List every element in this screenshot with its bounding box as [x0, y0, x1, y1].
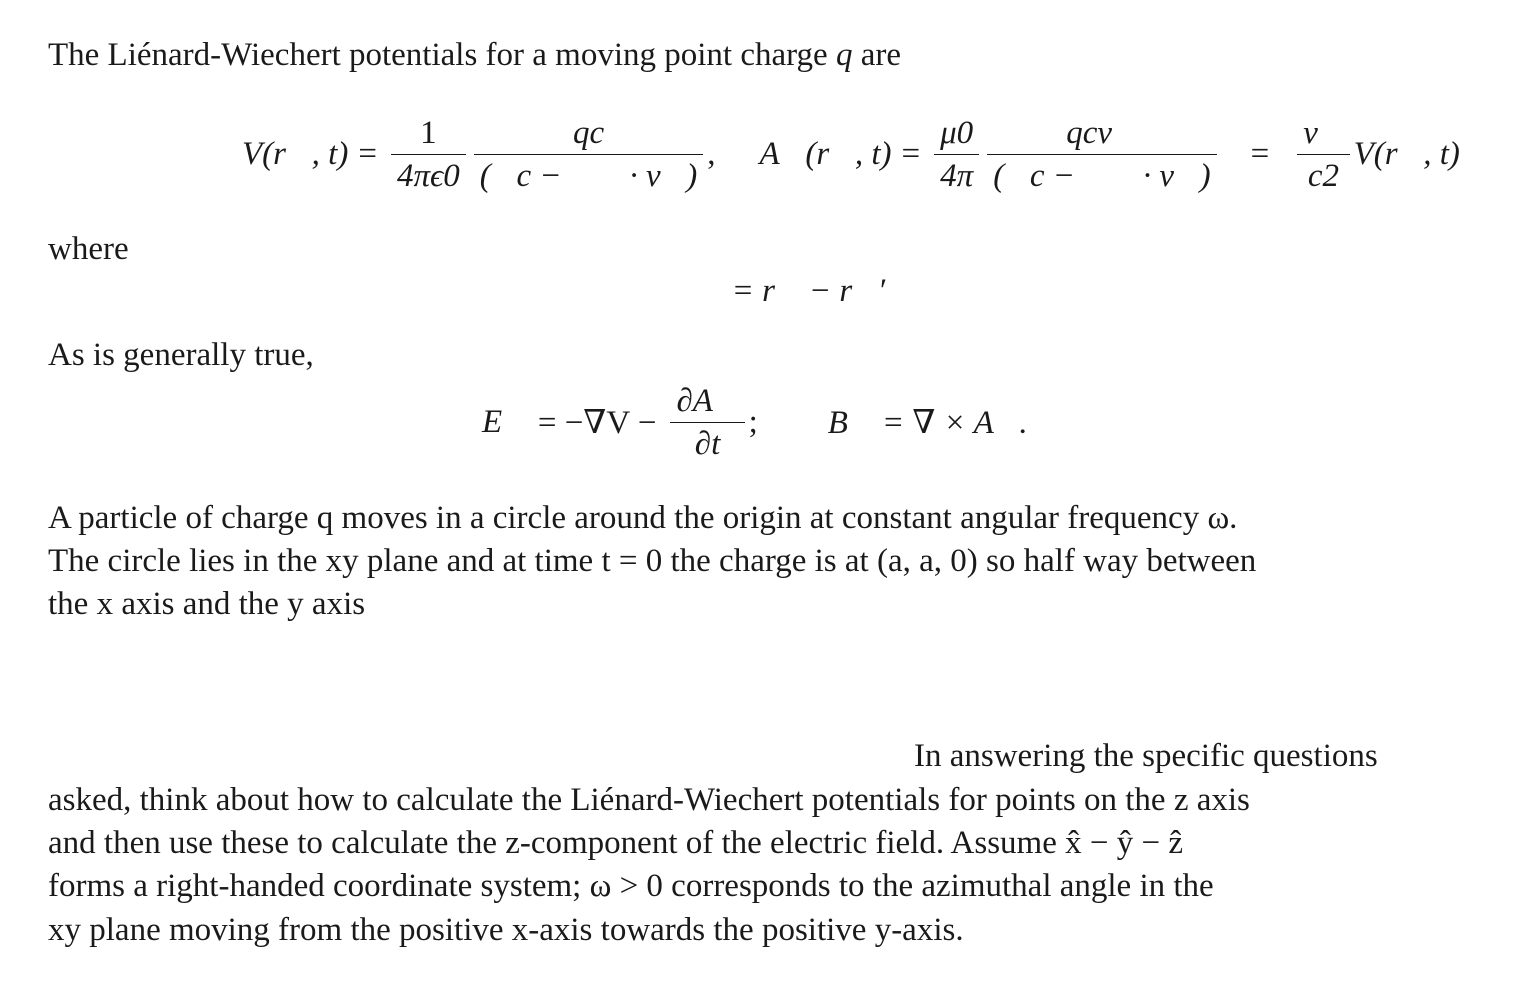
A-alt-tail: V(r⃗, t) [1353, 135, 1460, 172]
intro-line [48, 34, 901, 77]
separation-vector-definition [672, 268, 885, 314]
where-label: where [48, 231, 129, 267]
V-prefactor-den: 4πϵ0 [396, 157, 460, 194]
instructions-line-4: forms a right-handed coordinate system; ω > 0 corresponds to the azimuthal angle in the [48, 868, 1214, 904]
intro-text: The Liénard-Wiechert potentials for a moving point charge [48, 37, 828, 73]
A-alt-fraction [1297, 114, 1349, 195]
V-lhs: V(r⃗, t) [242, 135, 349, 172]
dA-num: ∂A⃗ [670, 382, 744, 423]
equals-sign: = [358, 135, 377, 172]
instructions-line-5: xy plane moving from the positive x-axis towards the positive y-axis. [48, 912, 964, 948]
equals-sign: = [1250, 135, 1270, 172]
V-prefactor-num: 1 [391, 114, 466, 155]
problem-line-1: A particle of charge q moves in a circle around the origin at constant angular frequency ω. [48, 500, 1238, 536]
A-lhs: A⃗(r⃗, t) [759, 135, 892, 172]
instructions-line-1: In answering the specific questions [914, 738, 1378, 774]
problem-line-3: the x axis and the y axis [48, 586, 366, 622]
A-prefactor [934, 114, 979, 195]
generally-true-text: As is generally true, [48, 337, 314, 373]
A-den: (𝓇c − 𝓇⃗ · v⃗) [993, 157, 1211, 194]
A-prefactor-num: μ0 [934, 114, 979, 155]
V-fraction [474, 114, 703, 195]
comma: , [707, 135, 716, 172]
intro-tail: are [860, 37, 901, 73]
E-rhs: = −∇V − [537, 405, 657, 441]
B-equation: B⃗ = ∇ × A⃗. [827, 405, 1028, 441]
potentials-equation [242, 104, 1460, 204]
dt-den: ∂t [694, 425, 721, 462]
field-equations [482, 374, 1028, 470]
A-alt-num: v⃗ [1297, 114, 1349, 155]
problem-line-2: The circle lies in the xy plane and at time t = 0 the charge is at (a, a, 0) so half way between [48, 543, 1257, 579]
semicolon: ; [748, 403, 758, 440]
E-lhs: E⃗ [482, 403, 528, 440]
separation-vector-equation: 𝓇⃗ = r⃗ − r⃗′ [672, 272, 886, 309]
A-fraction [987, 114, 1216, 195]
dA-dt-fraction [670, 382, 744, 463]
V-den: (𝓇c − 𝓇⃗ · v⃗) [479, 157, 698, 194]
A-num: qcv⃗ [987, 114, 1216, 155]
instructions-line-3: and then use these to calculate the z-component of the electric field. Assume x̂ − ŷ − ẑ [48, 825, 1183, 861]
V-num: qc [474, 114, 703, 155]
A-prefactor-den: 4π [940, 157, 974, 194]
charge-symbol: q [835, 37, 853, 73]
equals-sign: = [901, 135, 921, 172]
A-alt-den: c2 [1307, 157, 1340, 194]
V-prefactor [391, 114, 466, 195]
instructions-line-2: asked, think about how to calculate the Liénard-Wiechert potentials for points on the z axis [48, 782, 1250, 818]
